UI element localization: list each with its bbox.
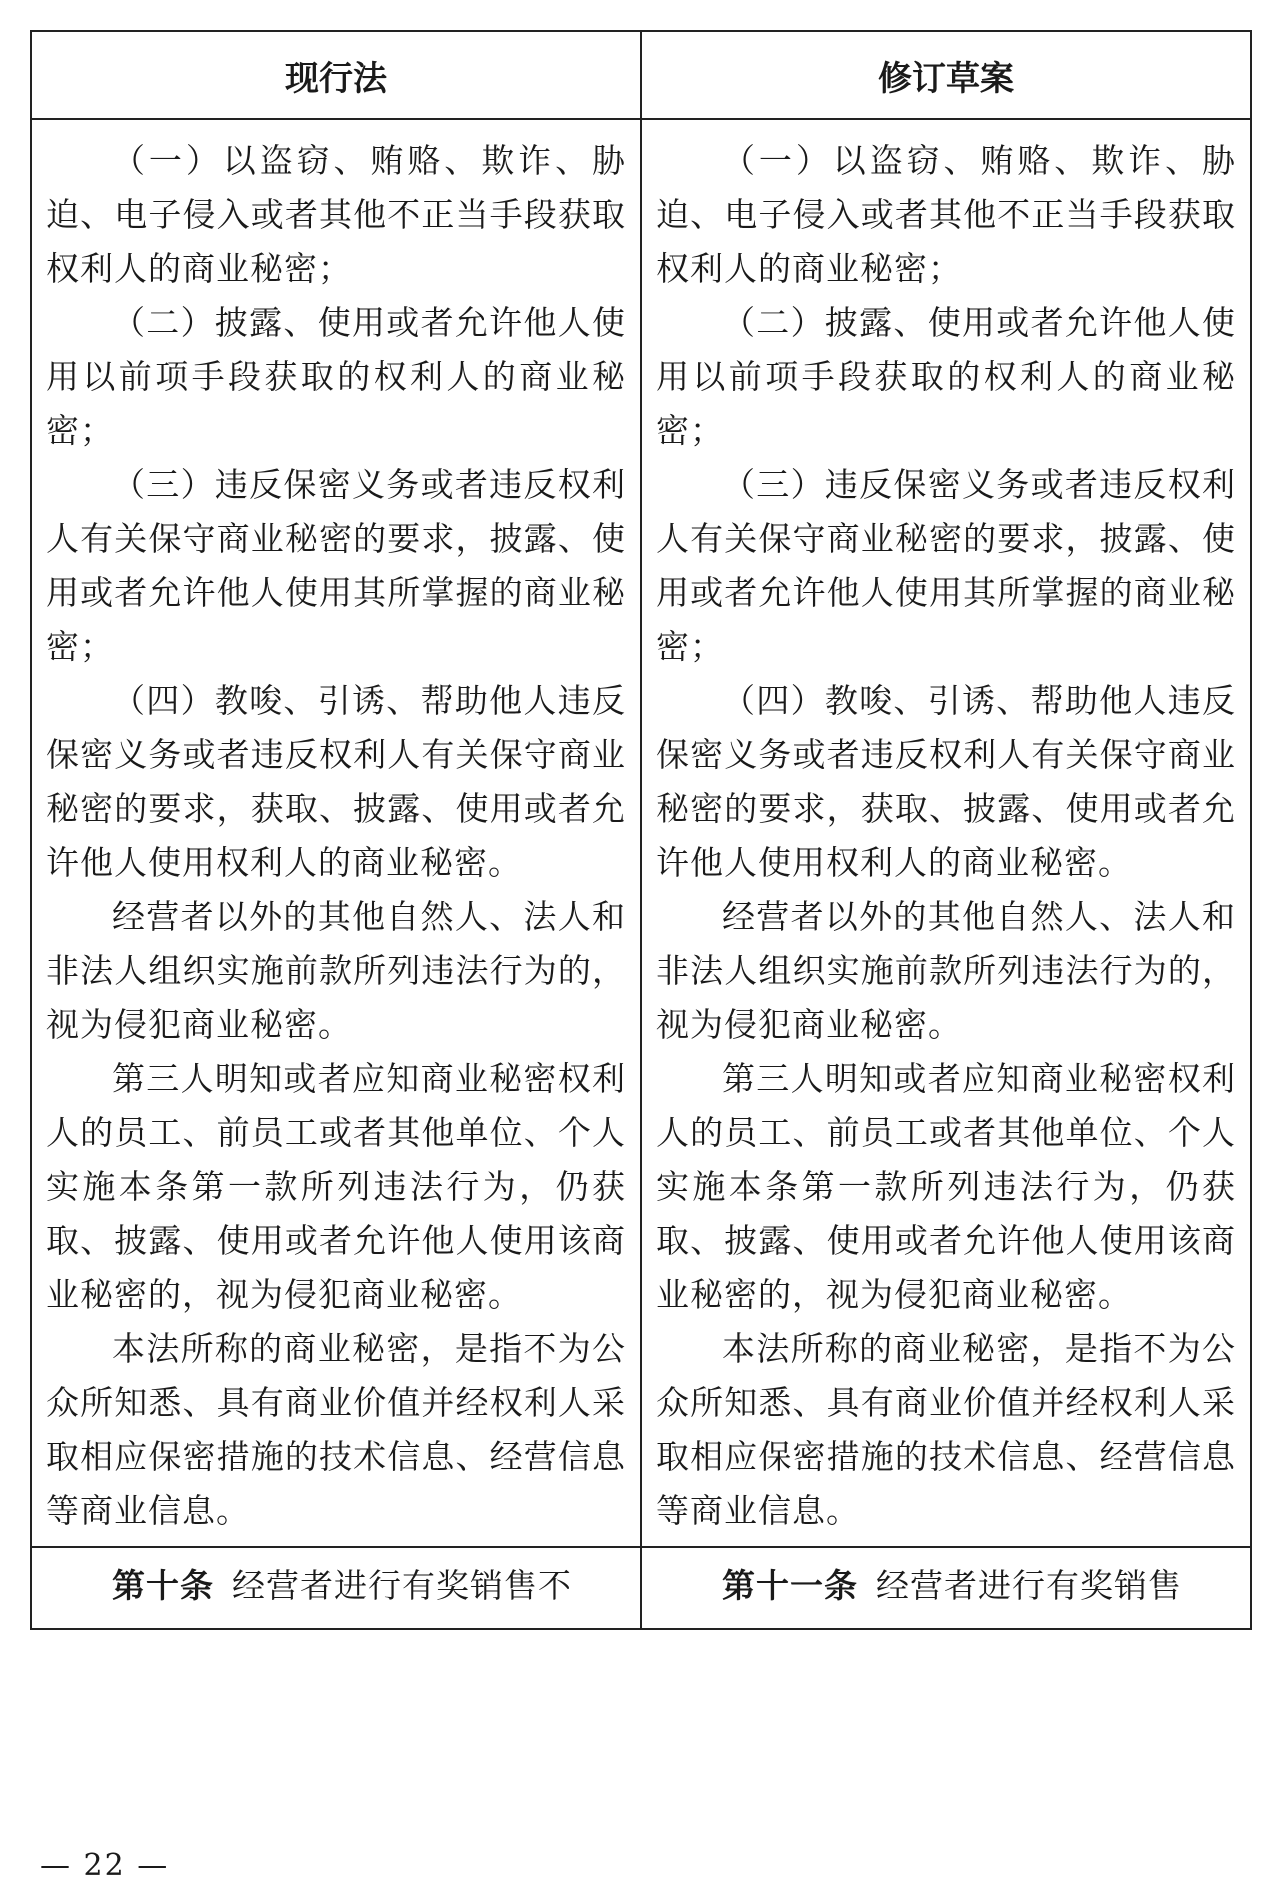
draft-article	[642, 1548, 1250, 1616]
header-draft: 修订草案	[641, 31, 1251, 119]
current-law-paragraph: （三）违反保密义务或者违反权利人有关保守商业秘密的要求，披露、使用或者允许他人使用其所掌握的商业秘密；	[46, 465, 626, 666]
draft-paragraph: 本法所称的商业秘密，是指不为公众所知悉、具有商业价值并经权利人采取相应保密措施的技术信息、经营信息等商业信息。	[656, 1329, 1236, 1530]
article-text: 经营者进行有奖销售不	[232, 1566, 572, 1605]
current-law-paragraph: （四）教唆、引诱、帮助他人违反保密义务或者违反权利人有关保守商业秘密的要求，获取、披露、使用或者允许他人使用权利人的商业秘密。	[46, 681, 626, 882]
header-current-law: 现行法	[31, 31, 641, 119]
article-number: 第十一条	[722, 1566, 858, 1605]
draft-paragraph: 经营者以外的其他自然人、法人和非法人组织实施前款所列违法行为的，视为侵犯商业秘密。	[656, 897, 1236, 1044]
current-law-article-cell	[31, 1547, 641, 1629]
comparison-table	[30, 30, 1252, 1630]
article-row	[31, 1547, 1251, 1629]
table-header-row	[31, 31, 1251, 119]
draft-paragraph: （一）以盗窃、贿赂、欺诈、胁迫、电子侵入或者其他不正当手段获取权利人的商业秘密；	[656, 141, 1236, 288]
current-law-paragraph: 本法所称的商业秘密，是指不为公众所知悉、具有商业价值并经权利人采取相应保密措施的技术信息、经营信息等商业信息。	[46, 1329, 626, 1530]
current-law-paragraph: 经营者以外的其他自然人、法人和非法人组织实施前款所列违法行为的，视为侵犯商业秘密。	[46, 897, 626, 1044]
current-law-paragraph: 第三人明知或者应知商业秘密权利人的员工、前员工或者其他单位、个人实施本条第一款所列违法行为，仍获取、披露、使用或者允许他人使用该商业秘密的，视为侵犯商业秘密。	[46, 1059, 626, 1314]
current-law-cell	[31, 119, 641, 1547]
draft-article-cell	[641, 1547, 1251, 1629]
article-number: 第十条	[112, 1566, 214, 1605]
current-law-paragraph: （一）以盗窃、贿赂、欺诈、胁迫、电子侵入或者其他不正当手段获取权利人的商业秘密；	[46, 141, 626, 288]
current-law-text	[32, 120, 640, 1546]
draft-paragraph: （四）教唆、引诱、帮助他人违反保密义务或者违反权利人有关保守商业秘密的要求，获取、披露、使用或者允许他人使用权利人的商业秘密。	[656, 681, 1236, 882]
current-law-article	[32, 1548, 640, 1616]
article-text: 经营者进行有奖销售	[876, 1566, 1182, 1605]
current-law-paragraph: （二）披露、使用或者允许他人使用以前项手段获取的权利人的商业秘密；	[46, 303, 626, 450]
draft-paragraph: （二）披露、使用或者允许他人使用以前项手段获取的权利人的商业秘密；	[656, 303, 1236, 450]
draft-paragraph: （三）违反保密义务或者违反权利人有关保守商业秘密的要求，披露、使用或者允许他人使用其所掌握的商业秘密；	[656, 465, 1236, 666]
table-body-row	[31, 119, 1251, 1547]
page-number: — 22 —	[40, 1848, 170, 1883]
draft-paragraph: 第三人明知或者应知商业秘密权利人的员工、前员工或者其他单位、个人实施本条第一款所列违法行为，仍获取、披露、使用或者允许他人使用该商业秘密的，视为侵犯商业秘密。	[656, 1059, 1236, 1314]
draft-cell	[641, 119, 1251, 1547]
draft-text	[642, 120, 1250, 1546]
